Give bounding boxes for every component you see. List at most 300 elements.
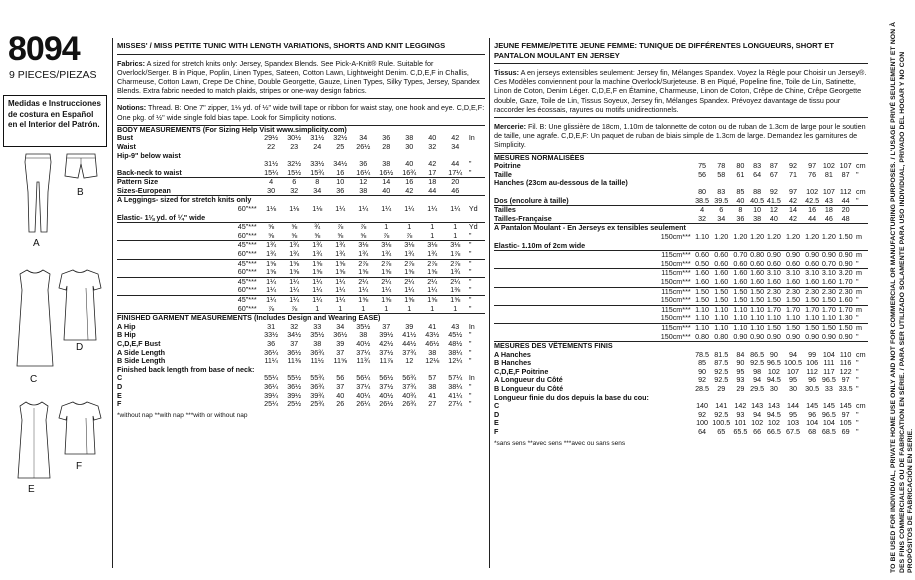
size-value: 1.20 <box>733 231 748 241</box>
size-value: 37 <box>382 321 391 331</box>
size-value: 71 <box>789 169 797 179</box>
size-value: 38 <box>428 381 437 391</box>
size-value: 2⅞ <box>444 259 467 268</box>
unit-cell: " <box>856 358 859 368</box>
size-value: 2.30 <box>805 286 820 296</box>
french-notions <box>494 122 868 150</box>
size-value: 36 <box>359 159 368 169</box>
size-value: 83 <box>753 161 762 171</box>
unit-cell: " <box>856 366 859 376</box>
size-value: 1.70 <box>766 304 781 314</box>
usage-disclaimer <box>876 8 912 573</box>
size-value: 2⅞ <box>352 259 375 268</box>
fabric-width <box>224 178 260 187</box>
fabric-width: 60"*** <box>237 249 257 259</box>
size-value: 122 <box>839 366 852 376</box>
row-label: Bust <box>117 133 133 143</box>
size-value: 42½ <box>379 338 394 348</box>
size-value: 39 <box>405 321 414 331</box>
fabric-width: 115cm*** <box>654 269 693 278</box>
size-value: 3.10 <box>782 269 804 278</box>
size-value: 1.60 <box>733 268 748 278</box>
size-value: 33 <box>313 321 322 331</box>
size-value: 105 <box>839 418 852 428</box>
unit-cell: " <box>468 338 472 348</box>
size-value: 57¼ <box>448 373 463 383</box>
fabric-width <box>654 162 693 171</box>
size-value: 1.60 <box>695 268 710 278</box>
size-value: 0.70 <box>733 250 748 260</box>
size-value: 1.60 <box>766 276 781 286</box>
size-value: 96.5 <box>766 358 781 368</box>
fabric-width <box>224 383 260 392</box>
size-value: 1.50 <box>805 322 820 332</box>
size-value: 2¼ <box>375 277 398 286</box>
size-value: 1¼ <box>283 277 306 286</box>
size-value: 34 <box>451 141 460 151</box>
unit-cell: " <box>856 295 859 305</box>
unit-cell: In <box>468 321 475 331</box>
size-value: 23 <box>290 141 299 151</box>
size-value: 100.5 <box>712 418 731 428</box>
size-value: 1.60 <box>838 295 853 305</box>
size-value: 95 <box>736 366 745 376</box>
size-value: 0.60 <box>805 258 820 268</box>
unit-cell <box>467 143 485 152</box>
size-value: 1.10 <box>750 313 765 323</box>
size-value: 1¾ <box>381 249 392 259</box>
size-value: 1⅝ <box>283 259 306 268</box>
french-measurement-table <box>494 154 868 437</box>
size-value: 1.10 <box>805 313 820 323</box>
size-value: 2.30 <box>838 286 853 296</box>
size-value: 90 <box>769 349 778 359</box>
size-value: 1.60 <box>695 276 710 286</box>
pieces-count: 9 PIECES/PIEZAS <box>9 69 97 81</box>
leggings-title-text: A Leggings- sized for stretch knits only <box>117 196 485 205</box>
size-value: 92.5 <box>714 409 729 419</box>
unit-cell: m <box>854 287 868 296</box>
size-value: 107 <box>787 366 799 376</box>
row-label: C <box>117 373 123 383</box>
size-value: 1¾ <box>329 241 352 250</box>
size-value: 1¾ <box>283 241 306 250</box>
english-title: MISSES' / MISS PETITE TUNIC WITH LENGTH VARIATIONS, SHORTS AND KNIT LEGGINGS <box>117 41 446 50</box>
size-value: 12 <box>405 356 414 366</box>
size-value: 37½ <box>379 347 394 357</box>
size-value: 145 <box>822 401 835 411</box>
size-value: 83 <box>717 187 726 196</box>
size-value: 58 <box>717 169 726 179</box>
size-value: 99 <box>808 349 817 359</box>
size-value: 41½ <box>402 330 417 340</box>
row-label: C,D,E,F Bust <box>117 338 161 348</box>
size-value: 11½ <box>310 356 324 366</box>
usage-disclaimer-text: TO BE USED FOR INDIVIDUAL, PRIVATE HOME USE ONLY AND NOT FOR COMMERCIAL OR MANUFACTURING PURPOSES. / L'USAGE PRIVÉ SEULEMENT ET NON À DES FINS COMMERCIALES OU DE FABRICATION EN SÉRIE. / PARA SER UTILIZADO SOLAMENTE PARA USO INDIVIDUAL, PRIVADO DEL HOGAR Y NO CON PROPÓSITOS DE FABRICACIÓN EN SERIE. <box>890 21 914 573</box>
size-value: 1.50 <box>805 295 820 305</box>
row-label: Hanches (23cm au-dessous de la taille) <box>494 178 628 188</box>
view-e-label: E <box>28 484 35 495</box>
size-value: 0.60 <box>733 258 748 268</box>
unit-cell: In <box>468 373 475 383</box>
fabrics-label: Fabrics: <box>117 58 145 68</box>
size-value: 28 <box>382 141 391 151</box>
size-value: 38 <box>405 133 414 143</box>
fabric-width <box>224 134 260 143</box>
fabric-width <box>224 331 260 340</box>
size-value: 40½ <box>356 338 371 348</box>
fabric-width: 115cm*** <box>654 323 693 332</box>
row-label <box>494 314 654 323</box>
size-value: 3⅛ <box>444 241 467 250</box>
size-value: ⅝ <box>260 223 283 232</box>
size-value: 102 <box>822 161 835 171</box>
unit-cell <box>854 215 868 224</box>
fabric-width <box>224 169 260 178</box>
row-label: F <box>494 427 499 437</box>
row-label: A Longueur du Côté <box>494 375 563 385</box>
unit-cell: " <box>856 276 859 286</box>
size-value: 143 <box>751 401 764 411</box>
size-value: 2⅞ <box>398 259 421 268</box>
fabric-width <box>224 340 260 349</box>
size-value: 33.5 <box>838 384 853 394</box>
size-value: 1.10 <box>750 322 765 332</box>
size-value: 94.5 <box>766 375 781 385</box>
view-c-tunic-drawing <box>14 268 56 370</box>
size-value: 42 <box>405 185 414 195</box>
size-value: 0.60 <box>710 251 732 260</box>
size-value: 67 <box>769 169 778 179</box>
size-value: 1.50 <box>782 323 804 332</box>
fabric-width: 45"*** <box>224 241 260 250</box>
size-value: 96.5 <box>821 409 836 419</box>
size-value: 145 <box>806 401 819 411</box>
size-value: 1.50 <box>838 322 853 332</box>
column-divider-left <box>112 38 113 568</box>
size-value: 111 <box>823 358 835 368</box>
size-value: 37¾ <box>402 381 417 391</box>
size-value: 4 <box>694 206 711 215</box>
size-value: ⅞ <box>352 223 375 232</box>
size-value: 1¼ <box>306 296 329 305</box>
size-value: 1¾ <box>427 249 438 259</box>
fabric-width <box>224 374 260 383</box>
size-value: 102 <box>767 366 780 376</box>
row-label <box>117 268 224 277</box>
fabric-width: 150cm*** <box>660 231 691 241</box>
elastic-row-text: Elastic- 1.10m of 2cm wide <box>494 240 586 250</box>
row-label: C,D,E,F Poitrine <box>494 366 549 376</box>
size-value: 40 <box>382 185 391 195</box>
size-value: 107 <box>839 161 852 171</box>
unit-cell: " <box>468 330 472 340</box>
size-value: 42 <box>451 133 460 143</box>
finished-measurements-title-text: MESURES DES VÊTEMENTS FINIS <box>494 342 868 351</box>
size-value: 1¾ <box>289 249 300 259</box>
fabrics-text: A en jerseys extensibles seulement: Jersey fin, Mélanges Spandex. Voyez la Règle pour Choisir un Jersey®. Ces Modèles conviennent pour la machine Overlock/Surjeteuse. B en Piqué, Popeline fine, Toile de Lin, Satinette, Linon de Coton, Denim Léger. C,D,E,F en Étamine, Charmeuse, Linon de Coton, Crêpe de Chine, Crêpe Georgette double, Gaze, Toile de Lin, Tissus Soyeux, Jersey fin, Mélanges Spandex. Prévoyez davantage de tissu pour raccorder les écossais, rayures ou motifs unidirectionnels. <box>494 68 867 114</box>
row-label <box>117 241 224 250</box>
size-value: 1¾ <box>335 249 346 259</box>
size-value: 1¾ <box>260 241 283 250</box>
back-length-title-text: Longueur finie du dos depuis la base du cou: <box>494 392 649 402</box>
size-value: 36¼ <box>264 381 279 391</box>
size-value: ⅝ <box>314 230 321 240</box>
size-value: 41.5 <box>766 195 781 205</box>
english-measurement-table <box>117 126 485 409</box>
size-value: 11⅞ <box>379 356 393 366</box>
size-value: 1.10 <box>714 313 729 323</box>
size-value: 1.50 <box>821 322 836 332</box>
size-value: 37 <box>336 347 345 357</box>
unit-cell: " <box>856 418 859 428</box>
size-value: 1.70 <box>782 305 804 314</box>
size-value: 3.10 <box>766 268 781 278</box>
size-value: 1¾ <box>312 249 323 259</box>
size-value: 1 <box>453 303 458 313</box>
unit-cell: m <box>854 323 868 332</box>
size-value: 8 <box>732 206 749 215</box>
size-value: 1⅝ <box>421 296 444 305</box>
size-value: 2⅞ <box>375 259 398 268</box>
size-value: 1.60 <box>714 276 729 286</box>
french-title: JEUNE FEMME/PETITE JEUNE FEMME: TUNIQUE DE DIFFÉRENTES LONGUEURS, SHORT ET PANTALON MOULANT EN JERSEY <box>494 41 835 60</box>
size-value: 1⅛ <box>312 204 323 214</box>
notions-label: Mercerie: <box>494 122 526 132</box>
size-value: 1¾ <box>306 241 329 250</box>
size-value: 102 <box>767 418 780 428</box>
row-label: E <box>494 418 499 428</box>
size-value: 35½ <box>310 330 325 340</box>
size-value: 11⅜ <box>287 356 301 366</box>
size-value: ⅞ <box>406 230 413 240</box>
fabric-width: 60"*** <box>237 303 257 313</box>
size-value: 36 <box>736 213 745 223</box>
unit-cell: " <box>856 169 859 179</box>
size-value: 1.50 <box>766 295 781 305</box>
size-value: 38 <box>359 185 368 195</box>
column-divider-middle <box>489 38 490 568</box>
size-value: 36¾ <box>310 347 325 357</box>
fabric-width: 150cm*** <box>660 258 691 268</box>
size-value: 102 <box>751 418 764 428</box>
fabric-width: 150cm*** <box>660 331 691 341</box>
size-value: 55½ <box>287 373 302 383</box>
size-value: 36 <box>336 185 345 195</box>
size-value: 1¼ <box>260 277 283 286</box>
size-value: 1.10 <box>750 304 765 314</box>
size-value: 6 <box>283 178 306 187</box>
size-value: 34 <box>717 213 726 223</box>
size-value: 97 <box>789 187 797 196</box>
size-value: 0.70 <box>821 258 836 268</box>
size-value: 92.5 <box>714 366 729 376</box>
unit-cell: m <box>854 305 868 314</box>
size-value: 57 <box>428 373 437 383</box>
size-value: 95 <box>789 409 797 419</box>
english-footnote: *without nap **with nap ***with or without nap <box>117 411 248 419</box>
size-value: 1¼ <box>329 277 352 286</box>
unit-cell: " <box>856 313 859 323</box>
size-value: 90 <box>698 366 707 376</box>
unit-cell: " <box>468 267 472 277</box>
size-value: 1⅞ <box>450 249 461 259</box>
divider <box>494 63 868 64</box>
size-value: 81.5 <box>714 349 729 359</box>
size-value: 26 <box>336 399 345 409</box>
size-value: 39¼ <box>264 390 279 400</box>
size-value: 38 <box>313 338 322 348</box>
size-value: 39.5 <box>714 195 729 205</box>
size-value: 1.50 <box>821 295 836 305</box>
size-value: 20 <box>444 178 467 187</box>
size-value: 31½ <box>264 159 279 169</box>
french-column <box>494 41 868 448</box>
fabric-width <box>654 179 693 188</box>
size-value: 34 <box>359 133 368 143</box>
size-value: 0.90 <box>821 331 836 341</box>
fabric-width: 150cm*** <box>660 295 691 305</box>
size-value: 1¾ <box>358 249 369 259</box>
size-value: 37 <box>290 338 299 348</box>
size-value: 68.5 <box>821 427 836 437</box>
view-d-tunic-drawing <box>58 268 102 342</box>
fabric-width <box>224 349 260 358</box>
size-value: 1⅝ <box>398 296 421 305</box>
size-value: 30 <box>405 141 414 151</box>
size-value: 30 <box>789 384 797 394</box>
size-value: ⅞ <box>268 303 275 313</box>
fabric-width <box>654 351 693 360</box>
size-value: 56 <box>336 373 345 383</box>
size-value: 38¼ <box>448 347 463 357</box>
size-value: 97 <box>841 409 850 419</box>
unit-cell: " <box>468 303 472 313</box>
size-value: 1.60 <box>750 276 765 286</box>
size-value: 1¼ <box>260 296 283 305</box>
size-value: 37¼ <box>356 347 371 357</box>
size-value: 39 <box>336 338 345 348</box>
size-value: 80 <box>736 161 745 171</box>
size-value: 37¾ <box>402 347 417 357</box>
size-value: 15½ <box>287 167 302 177</box>
notions-text: Thread. B: One 7" zipper, 1⅛ yd. of ½" wide twill tape or ribbon for waist stay, one hook and eye. C,D,E,F: One pkg. of ½" wide single fold bias tape. Look for Simplicity notions. <box>117 103 485 122</box>
size-value: 1.50 <box>695 295 710 305</box>
size-value: 26½ <box>356 141 371 151</box>
size-value: 1.20 <box>750 231 765 241</box>
size-value: 92 <box>789 161 797 171</box>
size-value: 32 <box>428 141 437 151</box>
fabric-width: 60"*** <box>237 204 257 214</box>
row-label <box>494 305 654 314</box>
size-value: 1.50 <box>766 322 781 332</box>
size-value: 0.90 <box>750 331 765 341</box>
size-value: 8 <box>306 178 329 187</box>
fabrics-label: Tissus: <box>494 68 520 77</box>
size-value: 1⅝ <box>427 267 438 277</box>
size-value: 56 <box>698 169 707 179</box>
size-value: 1 <box>444 223 467 232</box>
size-value: 39½ <box>287 390 302 400</box>
size-value: 56¾ <box>402 373 417 383</box>
row-label: C <box>494 401 500 411</box>
size-value: 1.50 <box>750 286 765 296</box>
size-value: 117 <box>823 366 835 376</box>
unit-cell <box>467 187 485 196</box>
size-value: 32 <box>290 185 299 195</box>
size-value: 1.60 <box>733 276 748 286</box>
row-label: Back-neck to waist <box>117 167 182 177</box>
size-value: 2.30 <box>766 286 781 296</box>
size-value: 103 <box>787 418 799 428</box>
size-value: 34½ <box>287 330 302 340</box>
size-value: 0.90 <box>821 250 836 260</box>
size-value: 1.10 <box>733 313 748 323</box>
fabric-width: 60"*** <box>237 267 257 277</box>
size-value: 1 <box>430 303 435 313</box>
size-value: 12 <box>352 178 375 187</box>
table-row <box>117 400 485 409</box>
size-value: 17¼ <box>448 167 463 177</box>
unit-cell: " <box>467 259 485 268</box>
size-value: 43½ <box>425 330 440 340</box>
size-value: 1¼ <box>306 277 329 286</box>
size-value: 1⅝ <box>352 296 375 305</box>
size-value: 17 <box>428 167 437 177</box>
size-value: 26¾ <box>402 399 417 409</box>
table-row <box>494 278 868 287</box>
size-value: 144 <box>787 401 799 411</box>
size-value: 48½ <box>448 338 463 348</box>
size-value: 1.10 <box>695 322 710 332</box>
size-value: 92 <box>698 409 707 419</box>
size-value: 2.30 <box>821 286 836 296</box>
size-value: 90 <box>736 358 745 368</box>
table-row <box>494 296 868 305</box>
size-value: 40¼ <box>356 390 371 400</box>
size-value: 46 <box>824 213 833 223</box>
size-value: 36½ <box>287 381 302 391</box>
size-value: 38 <box>382 159 391 169</box>
notions-text: Fil. B: Une glissière de 18cm, 1.10m de talonnette de coton ou de ruban de 1.3cm de large pour le soutien de taille, une agrafe. C,D,E,F: Un paquet de ruban de biais simple de 1.3cm de large. Demandez les garnitures de Simplicity. <box>494 122 866 150</box>
fabric-width <box>654 419 693 428</box>
fabric-width <box>654 359 693 368</box>
size-value: 15¾ <box>310 167 325 177</box>
row-label: B Hanches <box>494 358 532 368</box>
row-label: B Side Length <box>117 356 166 366</box>
row-label <box>494 260 654 269</box>
size-value: 141 <box>715 401 728 411</box>
size-value: 1¼ <box>335 285 346 295</box>
size-value: 0.90 <box>766 331 781 341</box>
size-value: 2⅞ <box>421 259 444 268</box>
size-value: 94 <box>753 375 762 385</box>
size-value: 1 <box>384 303 389 313</box>
row-label <box>494 323 654 332</box>
row-label <box>117 223 224 232</box>
size-value: 1⅝ <box>335 267 346 277</box>
unit-cell: m <box>854 251 868 260</box>
size-value: 97 <box>841 375 850 385</box>
size-value: 94.5 <box>766 409 781 419</box>
size-value: 1.50 <box>710 287 732 296</box>
size-value: 0.80 <box>714 331 729 341</box>
size-value: 93 <box>736 375 745 385</box>
unit-cell: " <box>467 296 485 305</box>
size-value: 0.60 <box>750 258 765 268</box>
size-value: 16 <box>398 178 421 187</box>
size-value: 140 <box>696 401 709 411</box>
